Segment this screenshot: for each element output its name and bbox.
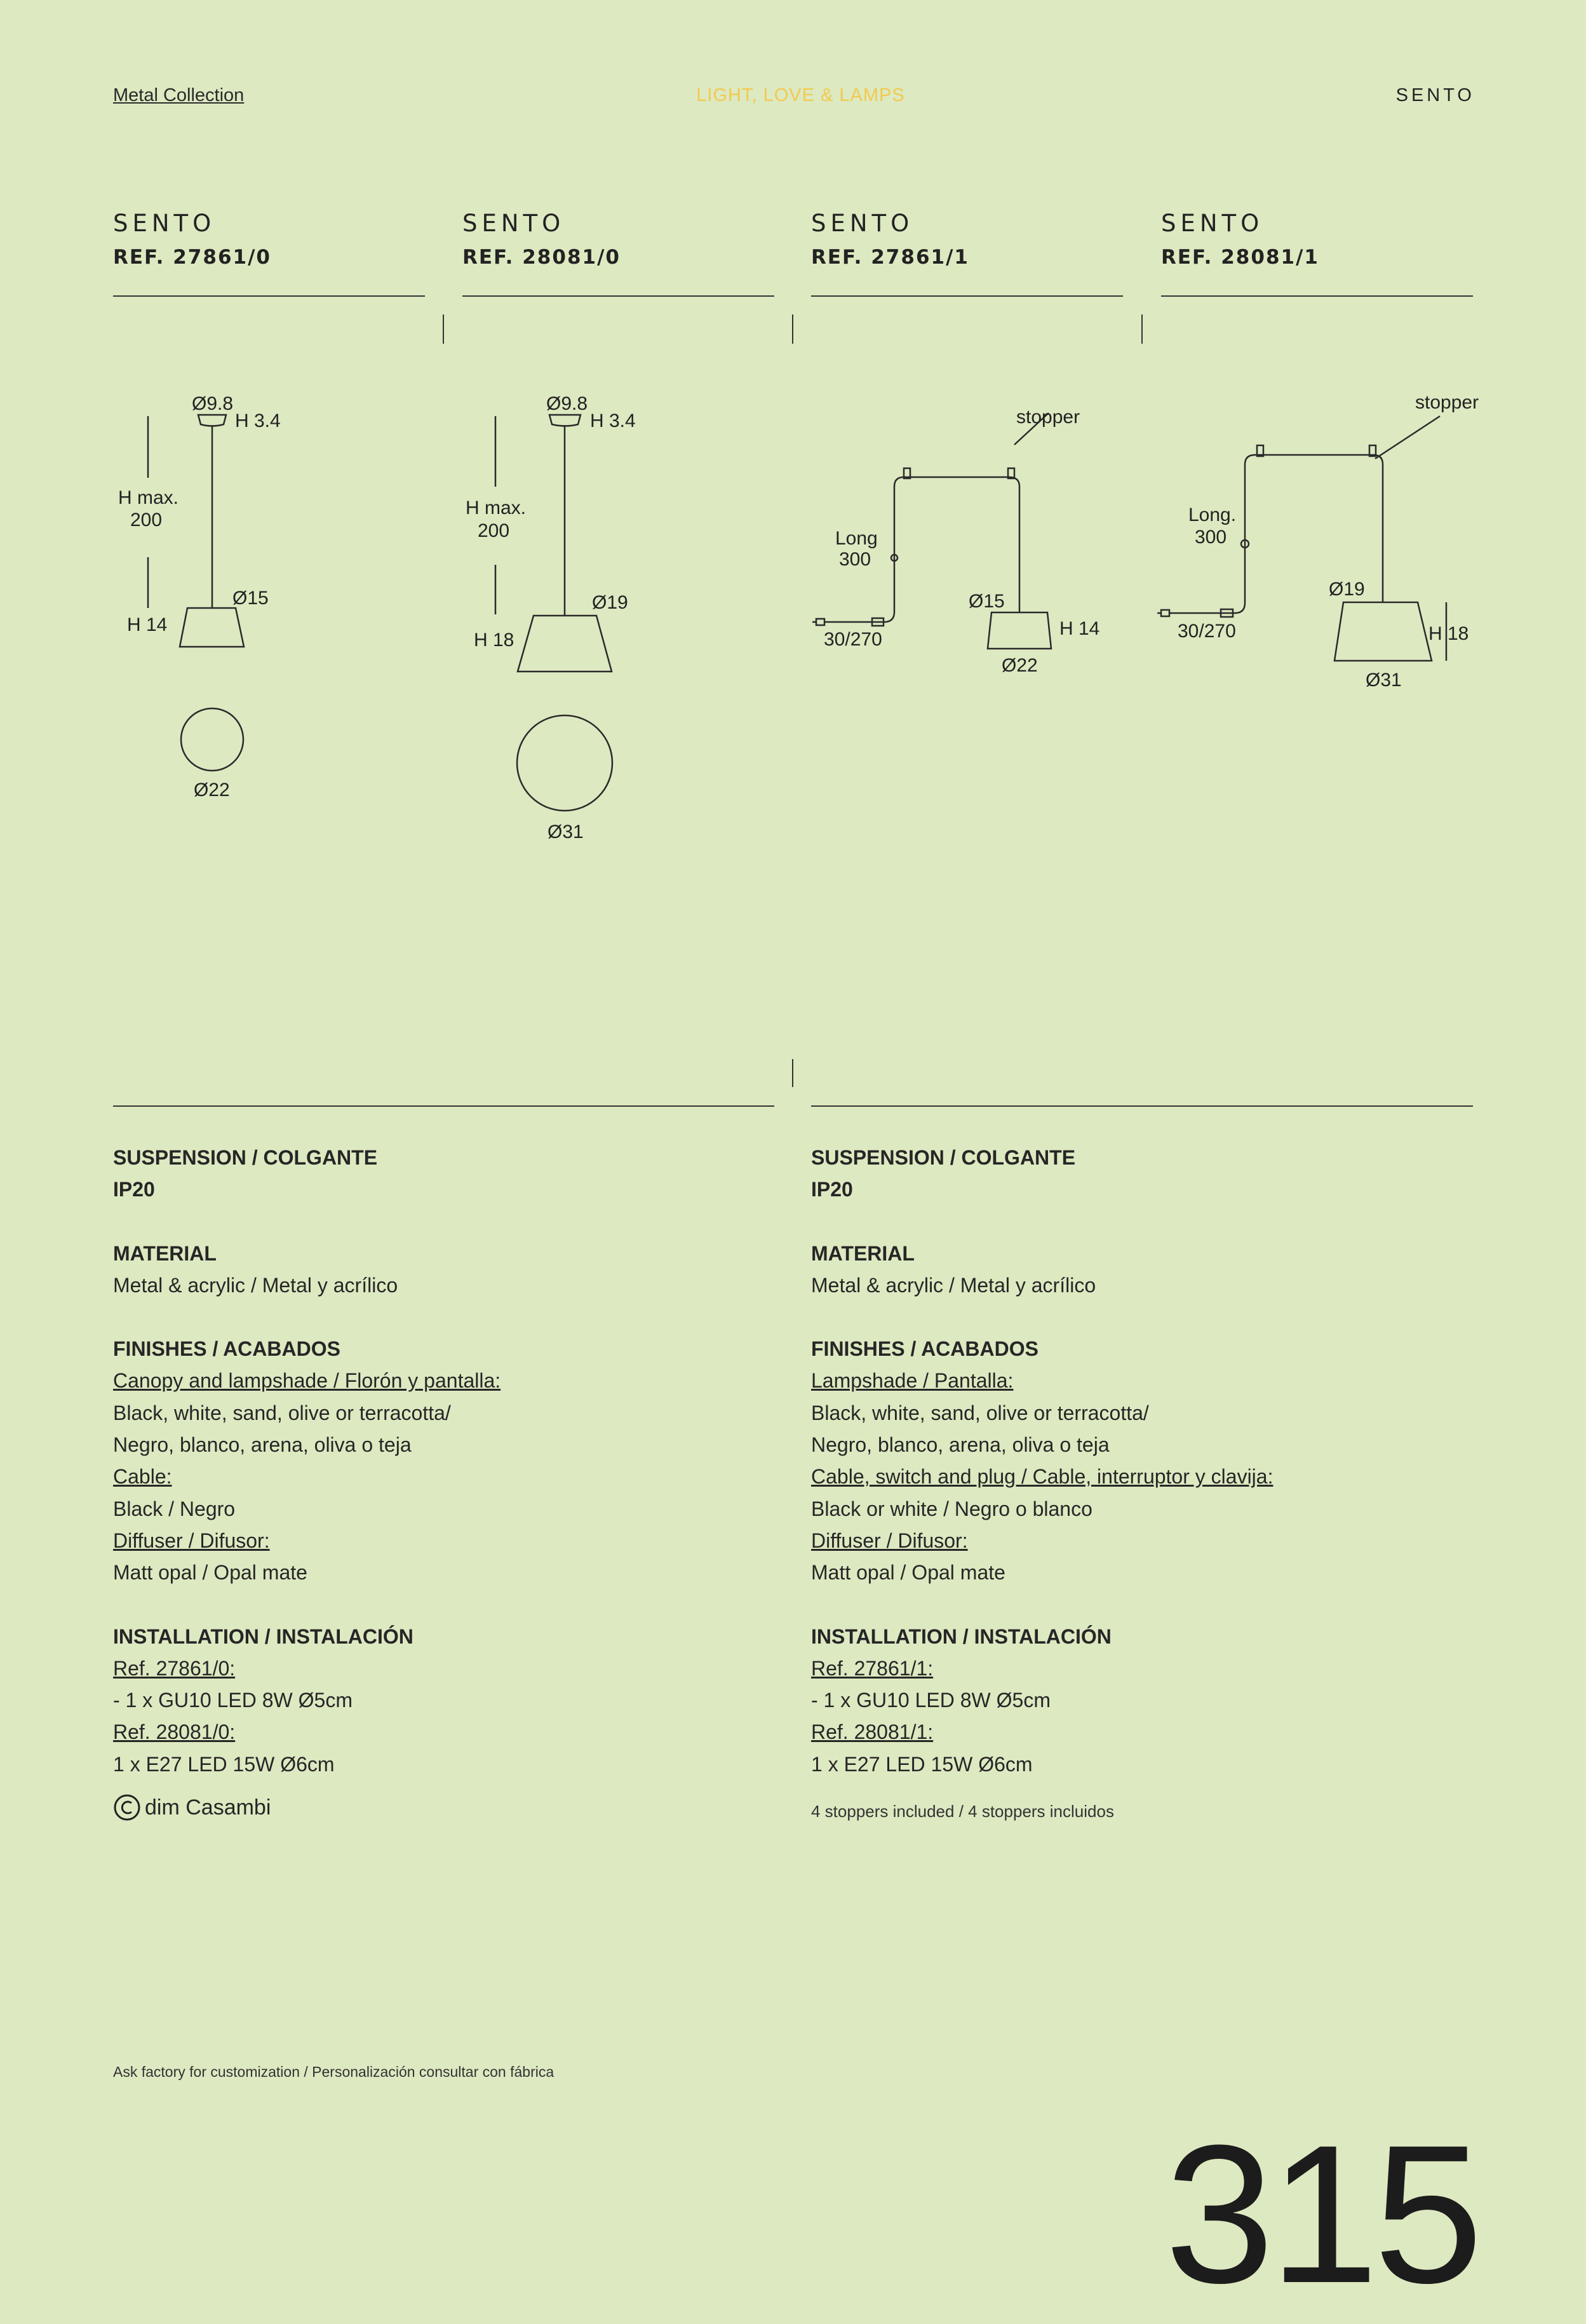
spec-value: Black or white / Negro o blanco — [811, 1497, 1092, 1520]
dim-label: 30/270 — [824, 629, 882, 650]
spec-label: Diffuser / Difusor: — [811, 1529, 968, 1552]
product-ref: REF. 28081/1 — [1161, 246, 1319, 269]
spec-value: 1 x E27 LED 15W Ø6cm — [811, 1752, 1033, 1776]
dim-label: Ø15 — [232, 588, 269, 609]
spec-label: Diffuser / Difusor: — [113, 1529, 270, 1552]
brand-tagline: LIGHT, LOVE & LAMPS — [696, 85, 905, 105]
product-name: SENTO — [811, 210, 914, 237]
product-name: SENTO — [462, 210, 565, 237]
casambi-badge — [113, 1792, 780, 1823]
column-separator — [792, 1059, 793, 1087]
dim-label: Ø22 — [1002, 655, 1038, 676]
spec-value: 1 x E27 LED 15W Ø6cm — [113, 1752, 335, 1776]
spec-value: - 1 x GU10 LED 8W Ø5cm — [113, 1689, 353, 1712]
spec-value: Negro, blanco, arena, oliva o teja — [811, 1433, 1110, 1457]
spec-value: Metal & acrylic / Metal y acrílico — [811, 1273, 1096, 1297]
dim-label: Ø22 — [194, 780, 230, 801]
dim-label: H 3.4 — [590, 410, 636, 431]
divider — [811, 1105, 1473, 1107]
dim-label: Ø9.8 — [192, 393, 234, 414]
dim-label: H max. — [466, 497, 527, 518]
spec-label: Canopy and lampshade / Florón y pantalla: — [113, 1369, 501, 1393]
stoppers-note: 4 stoppers included / 4 stoppers incluidos — [811, 1802, 1114, 1821]
dim-label: Ø9.8 — [546, 393, 588, 414]
dim-label: H 14 — [127, 614, 168, 635]
collection-link[interactable]: Metal Collection — [113, 85, 245, 105]
spec-value: Metal & acrylic / Metal y acrílico — [113, 1273, 398, 1297]
spec-label: Ref. 28081/0: — [113, 1720, 236, 1744]
specs-suspension — [113, 1142, 780, 1823]
technical-drawings — [0, 0, 1586, 889]
spec-type: SUSPENSION / COLGANTE — [811, 1146, 1076, 1169]
spec-value: Negro, blanco, arena, oliva o teja — [113, 1433, 412, 1457]
spec-label: Ref. 27861/1: — [811, 1656, 934, 1680]
dim-label: 300 — [839, 549, 871, 570]
product-name: SENTO — [1161, 210, 1264, 237]
dim-label: Long — [835, 528, 878, 549]
copyright-c-icon — [113, 1794, 141, 1821]
spec-type: SUSPENSION / COLGANTE — [113, 1146, 378, 1169]
spec-heading: FINISHES / ACABADOS — [811, 1337, 1038, 1361]
product-ref: REF. 27861/0 — [113, 246, 271, 269]
dim-label: H max. — [118, 487, 179, 508]
spec-ip: IP20 — [113, 1178, 155, 1201]
spec-label: Ref. 27861/0: — [113, 1656, 236, 1680]
spec-value: Matt opal / Opal mate — [113, 1561, 307, 1584]
spec-heading: MATERIAL — [811, 1241, 915, 1265]
product-family-title: SENTO — [1395, 85, 1475, 105]
dim-label: Long. — [1188, 504, 1237, 525]
spec-value: Black, white, sand, olive or terracotta/ — [811, 1401, 1149, 1424]
dim-label: H 18 — [474, 630, 514, 651]
dim-label: stopper — [1016, 407, 1080, 428]
dim-label: Ø31 — [548, 821, 584, 842]
dim-label: Ø19 — [592, 592, 628, 613]
dim-label: 200 — [478, 520, 510, 541]
spec-value: - 1 x GU10 LED 8W Ø5cm — [811, 1689, 1051, 1712]
product-name: SENTO — [113, 210, 216, 237]
spec-heading: INSTALLATION / INSTALACIÓN — [113, 1625, 413, 1648]
spec-value: Black, white, sand, olive or terracotta/ — [113, 1401, 451, 1424]
dim-label: H 3.4 — [235, 410, 281, 431]
spec-label: Cable, switch and plug / Cable, interruptor y clavija: — [811, 1465, 1274, 1489]
product-ref: REF. 27861/1 — [811, 246, 969, 269]
dim-label: 30/270 — [1178, 621, 1236, 642]
dim-label: 200 — [130, 510, 163, 530]
dim-label: 300 — [1195, 527, 1227, 548]
page-number: 315 — [1164, 2104, 1478, 2324]
spec-heading: MATERIAL — [113, 1241, 217, 1265]
customization-note: Ask factory for customization / Personalización consultar con fábrica — [113, 2064, 554, 2080]
dim-label: stopper — [1415, 392, 1479, 413]
spec-label: Cable: — [113, 1465, 172, 1489]
specs-plug-in — [811, 1142, 1478, 1827]
spec-heading: FINISHES / ACABADOS — [113, 1337, 340, 1361]
dim-label: Ø15 — [969, 591, 1005, 612]
dim-label: Ø19 — [1329, 579, 1365, 600]
divider — [113, 1105, 774, 1107]
dim-label: H 18 — [1428, 623, 1469, 644]
spec-ip: IP20 — [811, 1178, 853, 1201]
casambi-label: dim Casambi — [145, 1795, 271, 1820]
dim-label: H 14 — [1059, 618, 1100, 639]
spec-heading: INSTALLATION / INSTALACIÓN — [811, 1625, 1112, 1648]
dim-label: Ø31 — [1366, 670, 1402, 691]
spec-label: Lampshade / Pantalla: — [811, 1369, 1014, 1393]
spec-label: Ref. 28081/1: — [811, 1720, 934, 1744]
product-ref: REF. 28081/0 — [462, 246, 621, 269]
spec-value: Matt opal / Opal mate — [811, 1561, 1005, 1584]
pendant-drawing-1 — [148, 415, 244, 771]
spec-value: Black / Negro — [113, 1497, 236, 1520]
